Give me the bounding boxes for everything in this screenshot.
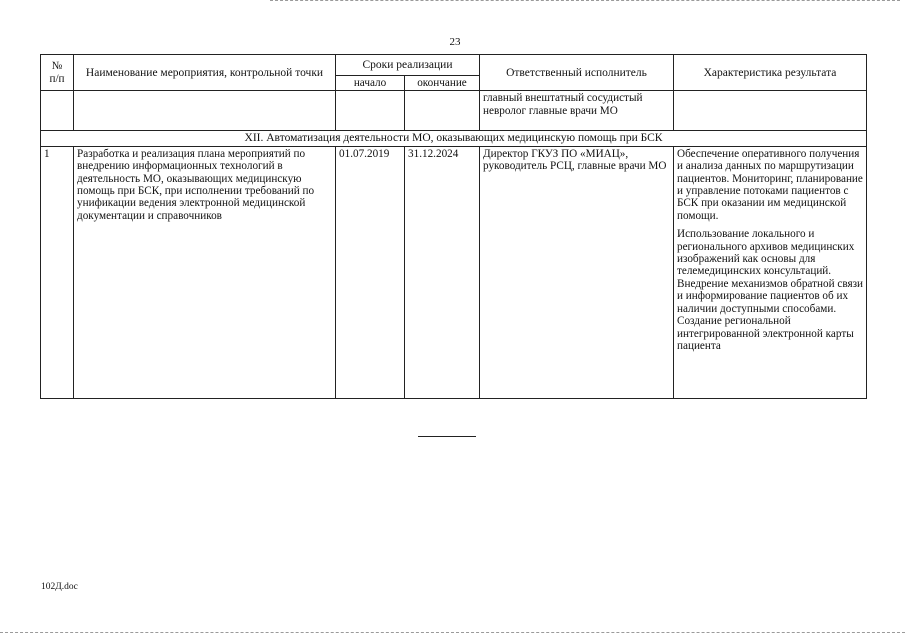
table-row — [41, 146, 867, 398]
continued-row — [41, 91, 867, 131]
footer-filename: 102Д.doc — [41, 582, 78, 592]
continued-result — [674, 91, 867, 131]
header-end: окончание — [405, 76, 480, 91]
section-row — [41, 131, 867, 146]
row-responsible: Директор ГКУЗ ПО «МИАЦ», руководитель РСЦ, главные врачи МО — [480, 146, 674, 398]
row-end: 31.12.2024 — [405, 146, 480, 398]
scan-edge-bottom — [0, 632, 905, 637]
continued-end — [405, 91, 480, 131]
row-start: 01.07.2019 — [336, 146, 405, 398]
result-paragraph-1: Обеспечение оперативного получения и анализа данных по маршрутизации пациентов. Мониторинг, планирование и управление потоками пациентов с БСК при оказании им медицинской помощи. — [677, 147, 863, 222]
header-result: Характеристика результата — [674, 55, 867, 91]
continued-start — [336, 91, 405, 131]
header-terms: Сроки реализации — [336, 55, 480, 76]
header-name: Наименование мероприятия, контрольной точки — [74, 55, 336, 91]
row-name: Разработка и реализация плана мероприятий по внедрению информационных технологий в деятельность МО, оказывающих медицинскую помощь при БСК, при исполнении требований по унификации ведения электронной медицинской документации и справочников — [74, 146, 336, 398]
header-start: начало — [336, 76, 405, 91]
row-result — [674, 146, 867, 398]
header-num: № п/п — [41, 55, 74, 91]
result-paragraph-2: Использование локального и регионального архивов медицинских изображений как основы для телемедицинских консультаций. Внедрение механизмов обратной связи и информирование пациентов об их наличии доступными способами. Создание региональной интегрированной электронной карты пациента — [677, 228, 864, 352]
header-row-1 — [41, 55, 867, 76]
continued-responsible: главный внештатный сосудистый невролог главные врачи МО — [480, 91, 674, 131]
end-divider — [418, 436, 476, 437]
row-num: 1 — [41, 146, 74, 398]
header-responsible: Ответственный исполнитель — [480, 55, 674, 91]
scan-edge-top — [270, 0, 900, 5]
continued-num — [41, 91, 74, 131]
plan-table — [40, 54, 867, 399]
continued-name — [74, 91, 336, 131]
page-number: 23 — [449, 36, 461, 48]
section-title: XII. Автоматизация деятельности МО, оказывающих медицинскую помощь при БСК — [41, 131, 867, 146]
